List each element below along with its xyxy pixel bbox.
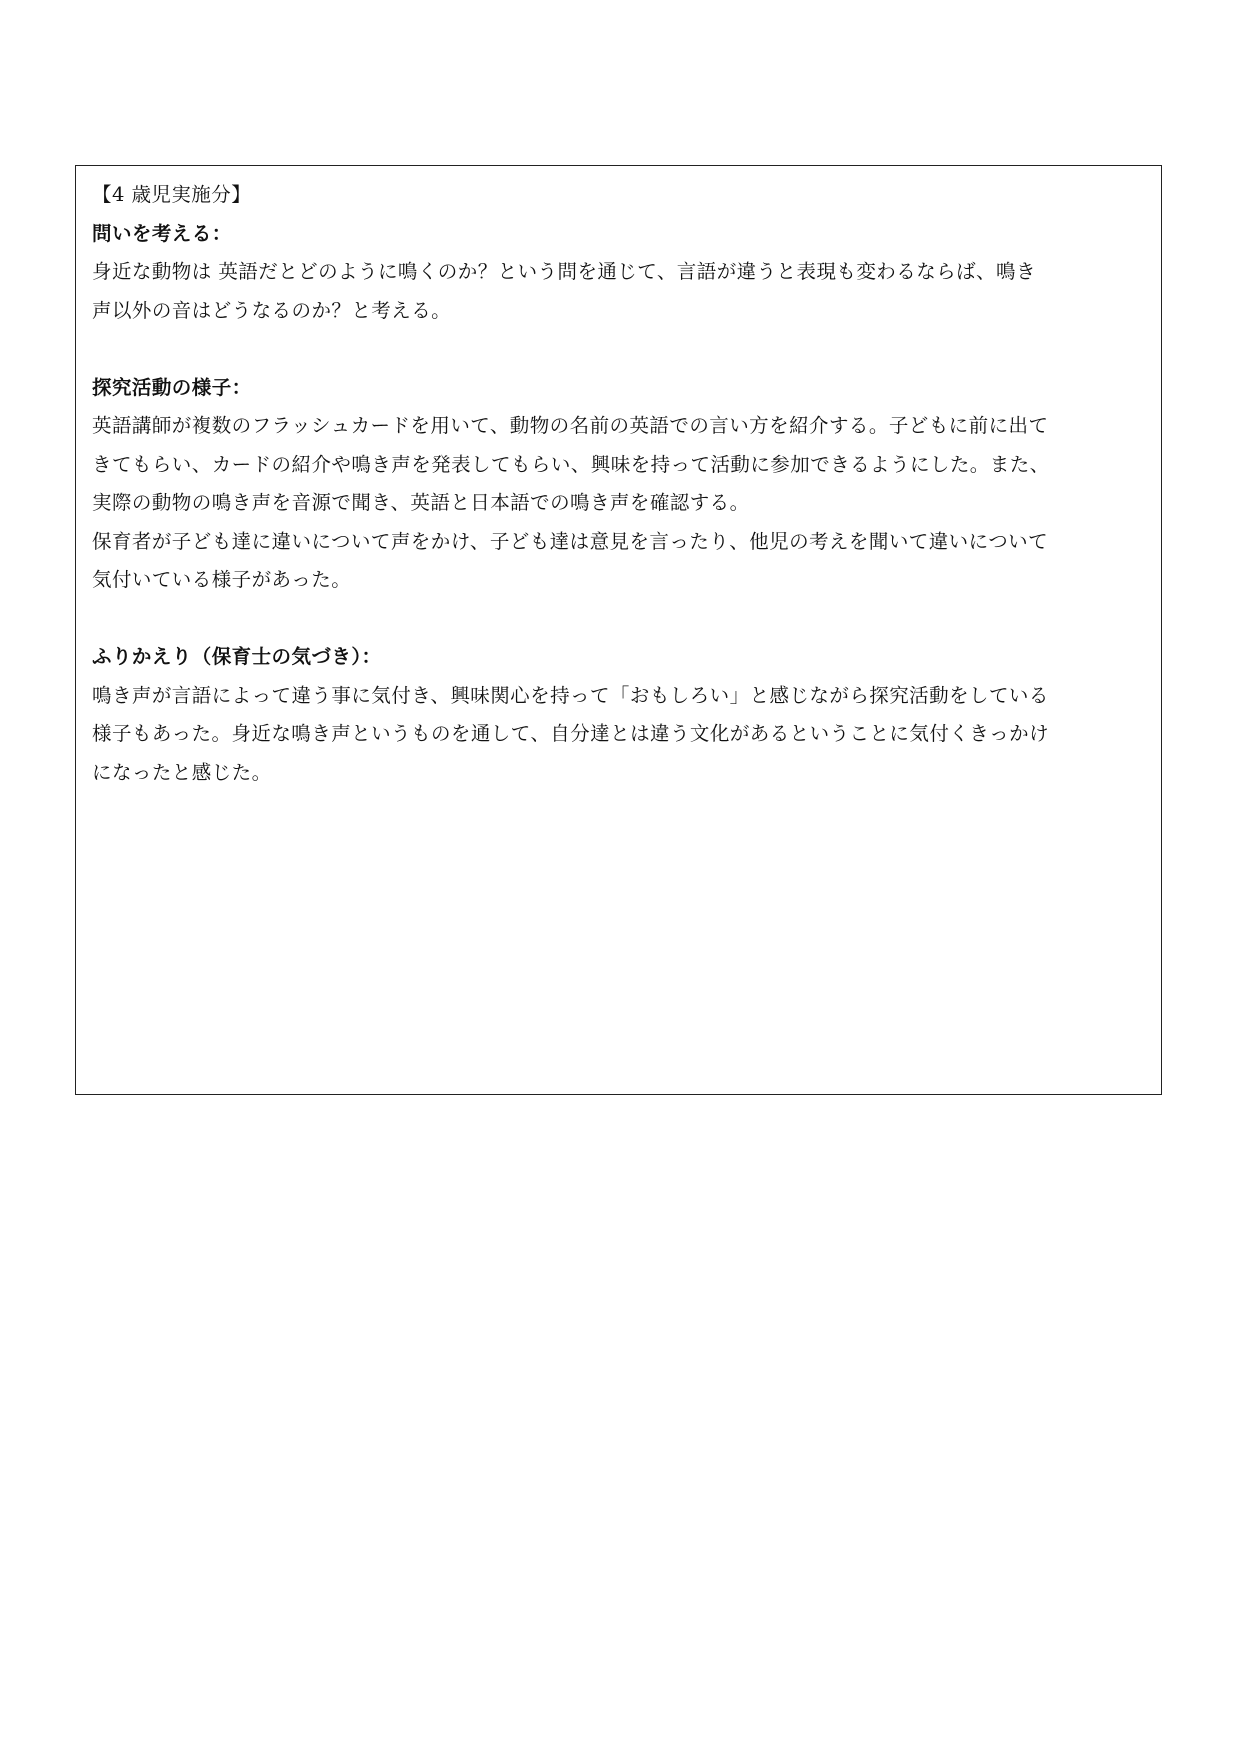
section-heading: ふりかえり（保育士の気づき）： — [92, 645, 382, 668]
paragraph-line: きてもらい、カードの紹介や鳴き声を発表してもらい、興味を持って活動に参加できるようにした。また、 — [92, 452, 1050, 476]
blank-line — [92, 330, 1145, 369]
paragraph-line: 声以外の音はどうなるのか？と考える。 — [92, 298, 452, 322]
paragraph-line: 鳴き声が言語によって違う事に気付き、興味関心を持って「おもしろい」と感じながら探究活動をしている — [92, 683, 1049, 707]
blank-line — [92, 600, 1145, 639]
paragraph-line: 実際の動物の鳴き声を音源で聞き、英語と日本語での鳴き声を確認する。 — [92, 491, 750, 514]
paragraph-line: 気付いている様子があった。 — [92, 568, 352, 591]
paragraph-line: 保育者が子ども達に違いについて声をかけ、子ども達は意見を言ったり、他児の考えを聞いて違いについて — [92, 529, 1049, 553]
paragraph-line: になったと感じた。 — [92, 760, 272, 784]
box-title: 【4 歳児実施分】 — [92, 183, 252, 206]
paragraph-line: 様子もあった。身近な鳴き声というものを通して、自分達とは違う文化があるということに気付くきっかけ — [92, 722, 1050, 745]
report-box — [75, 165, 1162, 1095]
paragraph-line: 英語講師が複数のフラッシュカードを用いて、動物の名前の英語での言い方を紹介する。子どもに前に出て — [92, 414, 1049, 437]
section-heading: 探究活動の様子： — [92, 375, 252, 399]
section-question — [92, 215, 1145, 331]
section-heading: 問いを考える： — [92, 221, 232, 245]
section-reflection — [92, 638, 1145, 792]
paragraph-line: 身近な動物は 英語だとどのように鳴くのか？という問を通じて、言語が違うと表現も変わるならば、鳴き — [92, 260, 1036, 283]
section-activity — [92, 369, 1145, 600]
